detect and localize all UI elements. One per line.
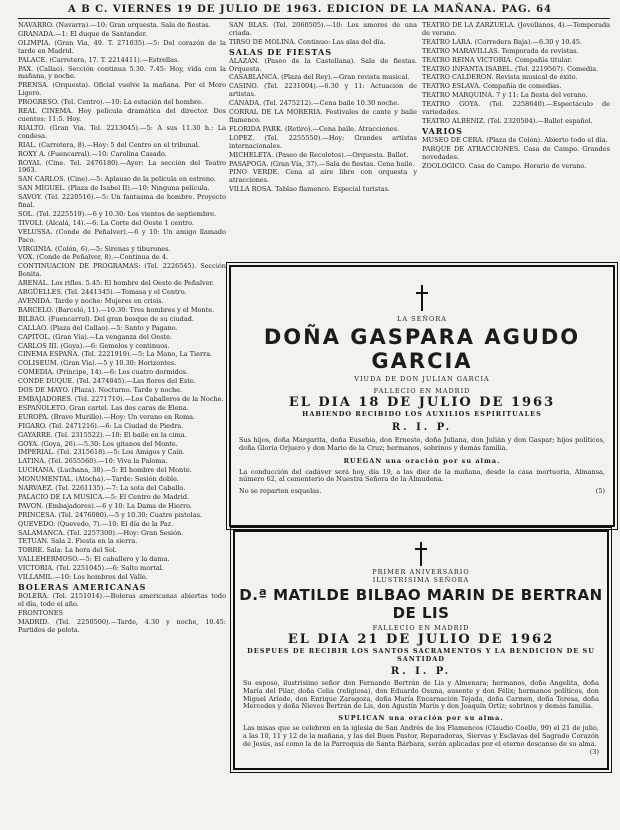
listing-entry: VIRGINIA. (Colón, 6).—5: Sirenas y tiburones. — [18, 244, 171, 253]
listing-entry: TIRSO DE MOLINA. Continuo: Las alas del día. — [229, 37, 386, 46]
listing-entry: SAN MIGUEL. (Plaza de Isabel II).—10: Ninguna película. — [18, 184, 210, 193]
right-section-listings — [422, 137, 610, 171]
obituary-notice-bilbao — [233, 530, 609, 770]
listing-entry: ROXY A. (Fuencarral).—10: Carolina Casado. — [18, 149, 167, 158]
listing-entry: SAN CARLOS. (Cine).—5: Aplauso de la película en estreno. — [18, 175, 216, 184]
listing-entry: VALLEHERMOSO.—5: El caballero y la dama. — [18, 555, 170, 564]
listing-entry: COMEDIA. (Príncipe, 14).—6: Los cuatro dormidos. — [18, 368, 189, 377]
listing-entry: PAVON. (Embajadores).—6 y 10: La Dama de Hierro. — [18, 501, 192, 510]
listing-entry: DOS DE MAYO. (Plaza). Nocturno. Tarde y noche. — [18, 386, 183, 395]
listing-entry: VICTORIA. (Tel. 2251045).—6: Salto mortal. — [18, 564, 164, 573]
listing-entry: TEATRO ESLAVA. Compañía de comedias. — [422, 82, 562, 91]
notice1-no-invites: No se reparten esquelas. — [239, 487, 322, 496]
right-listings — [422, 22, 610, 126]
notice1-widow: VIUDA DE DON JULIAN GARCIA — [354, 375, 490, 383]
listing-entry: BOLERA. (Tel. 2151014).—Boleras americanas abiertas todo el día, todo el año. — [18, 591, 226, 608]
notice1-name: DOÑA GASPARA AGUDO GARCIA — [263, 325, 581, 373]
notice1-sacraments: HABIENDO RECIBIDO LOS AUXILIOS ESPIRITUALES — [302, 410, 542, 418]
listing-entry: MUSEO DE CERA. (Plaza de Colón). Abierto todo el día. — [422, 135, 608, 144]
listing-entry: NARVAEZ. (Tel. 2261135).—7: La sota del Caballo. — [18, 484, 186, 493]
listing-entry: GAYARRE. (Tel. 2315522).—10: El baile en la cima. — [18, 430, 187, 439]
left-section-listings — [18, 593, 226, 635]
notice2-place: FALLECIO EN MADRID — [372, 624, 470, 632]
notice2-title: ILUSTRISIMA SEÑORA — [372, 576, 470, 584]
listing-entry: TEATRO LARA. (Corredera Baja).—6.30 y 10.45. — [422, 37, 582, 46]
listing-entry: SAN BLAS. (Tel. 2060505).—10: Los amores de una criada. — [229, 22, 417, 37]
notice2-request: SUPLICAN una oración por su alma. — [338, 714, 504, 723]
listing-entry: REAL CINEMA. Hoy película dramática del director. Dos cuentos: 11:5. Hoy. — [18, 107, 226, 123]
listing-entry: EMBAJADORES. (Tel. 2271710).—Los Caballeros de la Noche. — [18, 394, 224, 403]
listing-entry: TEATRO INFANTA ISABEL. (Tel. 2219567). Comedia. — [422, 64, 599, 73]
listing-entry: LOPEZ. (Tel. 2255550).—Hoy: Grandes artistas internacionales. — [229, 133, 417, 150]
listing-entry: PRENSA. (Orquesta). Oficial vuelve la mañana. Por el Moro Ligero. — [18, 81, 226, 98]
listing-entry: CINEMA ESPAÑA. (Tel. 2221919).—5: La Mano, La Tierra. — [18, 350, 213, 359]
listing-entry: NAVARRO. (Navarra).—10: Gran orquesta. Sala de fiestas. — [18, 22, 211, 29]
left-column-listings — [18, 22, 226, 582]
listing-entry: TEATRO CALDERON. Revista musical de éxito. — [422, 73, 578, 82]
listing-entry: CALLAO. (Plaza del Callao).—5: Santo y Pagano. — [18, 323, 178, 332]
listing-entry: TEATRO REINA VICTORIA. Compañía titular. — [422, 55, 573, 64]
middle-top-listings — [229, 22, 417, 47]
listing-entry: CASINO. (Tel. 2231004).—6.30 y 11: Actuación de artistas. — [229, 82, 417, 99]
listing-entry: AVENIDA. Tarde y noche: Mujeres en crisis. — [18, 297, 164, 305]
notice2-date: EL DIA 21 DE JULIO DE 1962 — [287, 632, 555, 647]
listing-entry: LUCHANA. (Luchana, 38).—5: El hombre del Monte. — [18, 466, 192, 475]
right-column — [422, 22, 610, 260]
notice1-family: Sus hijos, doña Margarita, doña Eusebia, don Ernesto, doña Juliana, don Julián y don Gaspar; hijos políticos, doña Gloria Orjuero y don Mario de la Cruz; hermanos, sobrinos y demás familia. — [239, 436, 605, 452]
listing-entry: CORRAL DE LA MORERIA. Festivales de cante y baile flamenco. — [229, 108, 417, 124]
left-section-title: BOLERAS AMERICANAS — [18, 582, 147, 592]
listing-entry: ARGÜELLES. (Tel. 2441345).—Tomasa y el Centro. — [18, 288, 187, 297]
notice2-name: D.ª MATILDE BILBAO MARIN DE BERTRAN DE LIS — [239, 586, 603, 622]
left-column — [18, 22, 226, 822]
listing-entry: GOYA. (Goya, 26).—5.30: Los gitanos del Monte. — [18, 439, 178, 448]
listing-entry: BARCELO. (Barceló, 11).—10.30: Tres hombres y el Monte. — [18, 305, 215, 314]
listing-entry: QUEVEDO. (Quevedo, 7).—10: El día de la Paz. — [18, 519, 174, 528]
notice2-masses: Las misas que se celebren en la iglesia de San Andrés de los Flamencos (Claudio Coello, 99) el 21 de julio, a las 10, 11 y 12 de la mañana, y las del Buen Pastor, Reparadoras, Siervas y Esclavas del Sagrado Corazón de Jesús, así como la de la Parroquia de Santa Bárbara, serán aplicadas por el eterno descanso de su alma. — [243, 724, 599, 748]
notice2-anniversary: PRIMER ANIVERSARIO — [372, 568, 470, 576]
listing-entry: PINO VERDE. Cena al aire libre con orquesta y atracciones. — [229, 168, 417, 185]
listing-entry: EUROPA. (Bravo Murillo).—Hoy: Un verano en Roma. — [18, 412, 196, 421]
listing-entry: TEATRO ALBENIZ. (Tel. 2320504).—Ballet español. — [422, 116, 593, 125]
notice1-rip: R. I. P. — [391, 422, 453, 433]
listing-entry: SOL. (Tel. 2225519).—6 y 10.30: Los vientos de septiembre. — [18, 209, 217, 218]
middle-listings — [229, 58, 417, 195]
notice1-place: FALLECIO EN MADRID — [373, 387, 471, 395]
listing-entry: CARLOS III. (Goya).—6: Gemelos y continuos. — [18, 341, 170, 350]
right-section-title: VARIOS — [422, 125, 463, 136]
listing-entry: TEATRO MARAVILLAS. Temporada de revistas. — [422, 46, 579, 55]
listing-entry: SALAMANCA. (Tel. 2257300).—Hoy: Gran Sesión. — [18, 528, 184, 537]
listing-entry: VILLA ROSA. Tablao flamenco. Especial turistas. — [229, 185, 390, 194]
listing-entry: MONUMENTAL. (Atocha).—Tarde: Sesión doble. — [18, 475, 179, 484]
middle-section-title: SALAS DE FIESTAS — [229, 46, 332, 57]
listing-entry: LATINA. (Tel. 2655560).—10: Viva la Paloma. — [18, 457, 168, 466]
cross-icon — [414, 542, 428, 566]
listing-entry: FLORIDA PARK. (Retiro).—Cena baile. Atracciones. — [229, 124, 400, 133]
listing-entry: VOX. (Conde de Peñalver, 8).—Continua de 4. — [18, 253, 169, 262]
cross-icon — [415, 285, 429, 311]
notice1-intro: LA SEÑORA — [397, 315, 447, 323]
listing-entry: RIALTO. (Gran Via. Tel. 2213045).—5: A sus 11.30 h.: La condesa. — [18, 123, 226, 140]
notice1-date: EL DIA 18 DE JULIO DE 1963 — [288, 395, 556, 410]
notice2-ref: (3) — [589, 747, 599, 756]
notice2-family: Su esposo, ilustrísimo señor don Fernando Bertrán de Lis y Almenara; hermanos, doña Angelita, doña María del Pilar, doña Celia (religiosa), don Eduardo Osuna, ausente y don Félix; hermanos políticos, don Miguel Ariede, don Enrique Zaragoza, doña María Encarnación Tejada, doña Carmen, doña Teresa, doña Mercedes y doña Nieves Bertrán de Lis, don Agustín Marín y don Joaquín Ortíz; sobrinos y demás familia. — [243, 679, 599, 711]
listing-entry: ALAZAN. (Paseo de la Castellana). Sala de fiestas. Orquesta. — [229, 56, 417, 73]
listing-entry: IMPERIAL. (Tel. 2315618).—5: Los Amigos y Caín. — [18, 448, 185, 457]
header-rule — [18, 18, 610, 19]
middle-column — [229, 22, 417, 260]
notice1-funeral: La conducción del cadáver será hoy, día 19, a las diez de la mañana, desde la casa mortuoria, Almansa, número 62, al cementerio de Nuestra Señora de la Almudena. — [239, 467, 605, 484]
listing-entry: VILLAMIL.—10: Los hombres del Valle. — [18, 573, 148, 582]
listing-entry: MADRID. (Tel. 2250500).—Tarde, 4.30 y noche, 10.45: Partidos de pelota. — [18, 617, 226, 634]
listing-entry: TETUAN. Sala 2. Fiesta en la sierra. — [18, 537, 138, 546]
listing-entry: ROYAL (Cine. Tel. 2476180).—Ayer: La sección del Teatro 1963. — [18, 158, 226, 175]
listing-entry: COLISEUM. (Gran Via).—5 y 10.30: Horizontes. — [18, 359, 177, 368]
listing-entry: CASABLANCA. (Plaza del Rey).—Gran revista musical. — [229, 73, 410, 82]
listing-entry: RIAL. (Carretera, 8).—Hoy: 5 del Centro en el tribunal. — [18, 140, 200, 149]
page-header: A B C. VIERNES 19 DE JULIO DE 1963. EDICION DE LA MAÑANA. PAG. 64 — [67, 4, 553, 15]
notice1-request: RUEGAN una oración por su alma. — [343, 456, 501, 465]
listing-entry: ARENAL. Los rifles. 5.45: El hombre del Oeste de Peñalver. — [18, 279, 215, 288]
listing-entry: GRANADA.—1: El duque de Santander. — [18, 29, 148, 38]
listing-entry: PROGRESO. (Tel. Centro).—10: La estación del hombre. — [18, 98, 204, 107]
listing-entry: FIGARO. (Tel. 2471216).—6: La Ciudad de Piedra. — [18, 421, 184, 430]
listing-entry: FRONTONES — [18, 608, 63, 617]
listing-entry: CAPITOL. (Gran Via).—La venganza del Oeste. — [18, 332, 173, 341]
listing-entry: PAX. (Callao). Sección continua 5.30. 7.45: Hoy, vida con la mañana, y noche. — [18, 64, 226, 81]
notice2-sacraments: DESPUES DE RECIBIR LOS SANTOS SACRAMENTOS Y LA BENDICION DE SU SANTIDAD — [247, 647, 595, 663]
listing-entry: CONTINUACION DE PROGRAMAS: (Tel. 2226545). Sección Bonita. — [18, 262, 226, 279]
listing-entry: PALACIO DE LA MUSICA.—5: El Centro de Madrid. — [18, 492, 190, 501]
listing-entry: BILBAO. (Fuencarral). Del gran bosque de su ciudad. — [18, 314, 194, 323]
listing-entry: PRINCESA. (Tel. 2476080).—5 y 10.30: Cuatro pistolas. — [18, 510, 202, 519]
listing-entry: TEATRO DE LA ZARZUELA. (Jovellanos, 4).—Temporada de verano. — [422, 22, 610, 37]
listing-entry: PARQUE DE ATRACCIONES. Casa de Campo. Grandes novedades. — [422, 144, 610, 161]
listing-entry: CONDE DUQUE. (Tel. 2474045).—Las flores del Este. — [18, 377, 196, 386]
listing-entry: PASAPOGA. (Gran Vía, 37).—Sala de fiestas. Cena baile. — [229, 159, 415, 168]
listing-entry: TEATRO GOYA. (Tel. 2258640).—Espectáculo de variedades. — [422, 100, 610, 117]
notice2-rip: R. I. P. — [390, 666, 452, 677]
listing-entry: TORRE. Sala: La hora del Sol. — [18, 546, 117, 555]
listing-entry: ZOOLOGICO. Casa de Campo. Horario de verano. — [422, 161, 587, 170]
listing-entry: PALACE. (Carretera, 17. T. 2214411).—Estrellas. — [18, 55, 180, 64]
listing-entry: TIVOLI. (Alcalá, 14).—6: La Corte del Oeste 1 centro. — [18, 218, 194, 227]
notice1-footer — [231, 488, 613, 496]
listing-entry: VELUSSA. (Conde de Peñalver).—6 y 10: Un amigo llamado Paco. — [18, 227, 226, 244]
obituary-notice-agudo — [229, 265, 615, 527]
listing-entry: ESPAÑOLETO. Gran cartel. Las dos caras de Elena. — [18, 403, 189, 412]
listing-entry: OLIMPIA. (Gran Via, 49. T. 271035).—5: Del corazón de la tarde en Madrid. — [18, 38, 226, 55]
notice1-ref: (5) — [595, 487, 605, 496]
listing-entry: CANADA. (Tel. 2475212).—Cena baile 10.30 noche. — [229, 99, 400, 108]
listing-entry: TEATRO MARQUINA. 7 y 11: La fiesta del verano. — [422, 91, 588, 100]
listing-entry: MICHELETA. (Paseo de Recoletos).—Orquesta. Ballet. — [229, 150, 409, 159]
listing-entry: SAVOY. (Tel. 2220516).—5: Un fantasma de hombre. Proyecto final. — [18, 193, 226, 210]
